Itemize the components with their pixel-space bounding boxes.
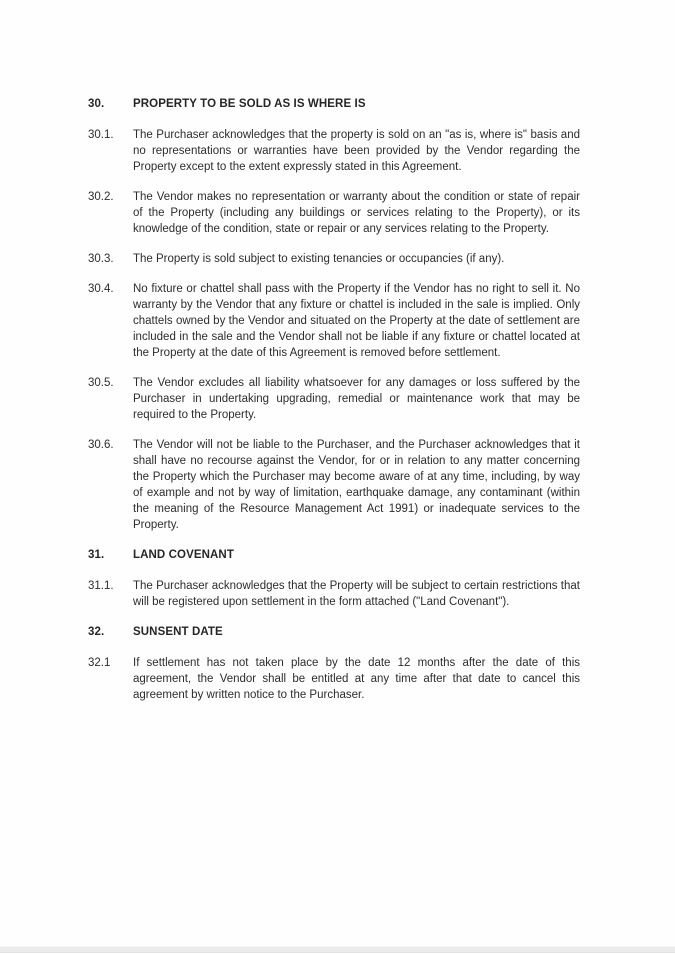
clause [88,251,580,267]
clause-text: The Purchaser acknowledges that the Property will be subject to certain restrictions that will be registered upon settlement in the form attached ("Land Covenant"). [133,580,580,608]
clause-number: 30.4. [88,283,114,295]
clause-text: The Vendor excludes all liability whatsoever for any damages or loss suffered by the Purchaser in undertaking upgrading, remedial or maintenance work that may be required to the Property. [133,377,580,421]
section-number: 32. [88,626,105,638]
clause-number: 30.3. [88,253,114,265]
section-number: 30. [88,98,105,110]
section-number: 31. [88,549,105,561]
clause [88,281,580,361]
clause-text: The Vendor will not be liable to the Purchaser, and the Purchaser acknowledges that it shall have no recourse against the Vendor, for or in relation to any matter concerning the Property which the Purchaser may become aware of at any time, including, by way of example and not by way of limitation, earthquake damage, any contaminant (within the meaning of the Resource Management Act 1991) or inadequate services to the Property. [133,439,580,531]
scanned-page-edge [0,946,675,953]
section-heading-row [88,96,580,112]
clause [88,655,580,703]
clause [88,375,580,423]
clause-number: 31.1. [88,580,114,592]
clause-number: 30.2. [88,191,114,203]
clause-text: No fixture or chattel shall pass with the Property if the Vendor has no right to sell it. No warranty by the Vendor that any fixture or chattel is included in the sale is implied. Only chattels owned by the Vendor and situated on the Property at the date of settlement are included in the sale and the Vendor shall not be liable if any fixture or chattel located at the Property at the date of this Agreement is removed before settlement. [133,283,580,359]
clause [88,578,580,610]
section-heading-row [88,547,580,563]
section-heading: LAND COVENANT [133,549,234,561]
section-heading-row [88,624,580,640]
contract-clauses [88,96,580,717]
clause-number: 30.6. [88,439,114,451]
clause-number: 30.1. [88,129,114,141]
clause-text: The Purchaser acknowledges that the property is sold on an "as is, where is" basis and no representations or warranties have been provided by the Vendor regarding the Property except to the extent expressly stated in this Agreement. [133,129,580,173]
clause-text: The Vendor makes no representation or warranty about the condition or state of repair of the Property (including any buildings or services relating to the Property), or its knowledge of the condition, state or repair or any services relating to the Property. [133,191,580,235]
section-heading: SUNSENT DATE [133,626,223,638]
clause-text: If settlement has not taken place by the date 12 months after the date of this agreement, the Vendor shall be entitled at any time after that date to cancel this agreement by written notice to the Purchaser. [133,657,580,701]
clause [88,437,580,533]
section-heading: PROPERTY TO BE SOLD AS IS WHERE IS [133,98,366,110]
clause [88,127,580,175]
clause-number: 30.5. [88,377,114,389]
clause [88,189,580,237]
clause-text: The Property is sold subject to existing tenancies or occupancies (if any). [133,253,505,265]
clause-number: 32.1 [88,657,111,669]
